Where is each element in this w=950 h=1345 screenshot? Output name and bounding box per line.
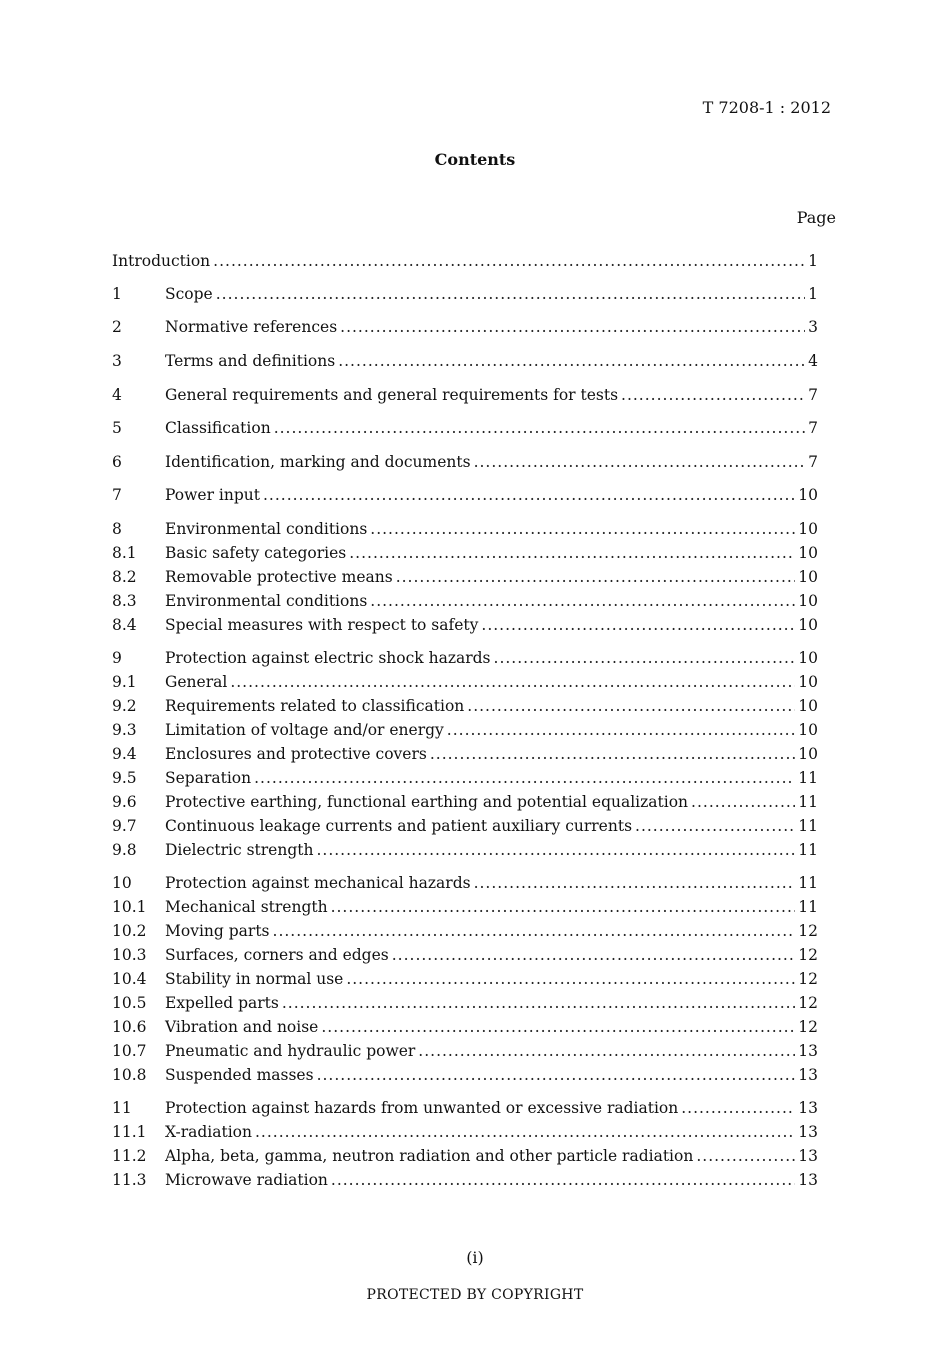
toc-entry-page: 7	[808, 386, 818, 404]
toc-entry-title: Expelled parts	[165, 994, 279, 1012]
toc-entry-title: Pneumatic and hydraulic power	[165, 1042, 416, 1060]
toc-entry-page: 10	[798, 568, 818, 586]
dot-leader	[681, 1096, 795, 1120]
toc-entry-title: General	[165, 673, 228, 691]
dot-leader	[213, 249, 805, 273]
toc-entry-page: 10	[798, 486, 818, 504]
page-column-heading: Page	[796, 208, 836, 227]
toc-entry-number: 11.1	[112, 1123, 147, 1141]
toc-entry-title: Basic safety categories	[165, 544, 347, 562]
toc-entry-page: 4	[808, 352, 818, 370]
toc-entry[interactable]	[112, 694, 818, 718]
toc-entry-number: 10.6	[112, 1018, 147, 1036]
toc-entry-title: General requirements and general requirements for tests	[165, 386, 619, 404]
toc-entry-title: Stability in normal use	[165, 970, 344, 988]
toc-entry[interactable]	[112, 565, 818, 589]
toc-entry-number: 8.1	[112, 544, 137, 562]
dot-leader	[316, 838, 795, 862]
toc-entry-page: 12	[798, 994, 818, 1012]
toc-entry[interactable]	[112, 517, 818, 541]
toc-entry-title: Dielectric strength	[165, 841, 314, 859]
toc-entry-number: 11.2	[112, 1147, 147, 1165]
toc-entry-number: 10.2	[112, 922, 147, 940]
toc-entry-number: 1	[112, 285, 122, 303]
dot-leader	[481, 613, 795, 637]
dot-leader	[317, 1063, 796, 1087]
toc-entry-number: 9.4	[112, 745, 137, 763]
toc-entry-page: 13	[798, 1042, 818, 1060]
toc-entry-number: 8.2	[112, 568, 137, 586]
toc-entry[interactable]	[112, 282, 818, 306]
dot-leader	[273, 919, 796, 943]
toc-entry-page: 10	[798, 697, 818, 715]
toc-entry-title: Surfaces, corners and edges	[165, 946, 389, 964]
dot-leader	[467, 694, 795, 718]
dot-leader	[216, 282, 805, 306]
copyright-notice: PROTECTED BY COPYRIGHT	[366, 1287, 584, 1303]
toc-entry-page: 7	[808, 453, 818, 471]
toc-entry-number: 9	[112, 649, 122, 667]
dot-leader	[418, 1039, 795, 1063]
toc-entry-number: 9.1	[112, 673, 137, 691]
toc-entry-page: 10	[798, 721, 818, 739]
toc-entry-title: Limitation of voltage and/or energy	[165, 721, 444, 739]
dot-leader	[430, 742, 795, 766]
toc-entry-page: 12	[798, 1018, 818, 1036]
toc-entry-title: Separation	[165, 769, 252, 787]
toc-entry-page: 1	[808, 285, 818, 303]
toc-entry-page: 10	[798, 592, 818, 610]
toc-entry-number: 10	[112, 874, 132, 892]
toc-entry[interactable]	[112, 838, 818, 862]
toc-entry[interactable]	[112, 814, 818, 838]
toc-entry-title: Alpha, beta, gamma, neutron radiation and other particle radiation	[165, 1147, 694, 1165]
toc-entry-page: 11	[798, 769, 818, 787]
dot-leader	[474, 871, 796, 895]
toc-entry[interactable]	[112, 1144, 818, 1168]
toc-entry[interactable]	[112, 450, 818, 474]
toc-entry[interactable]	[112, 1096, 818, 1120]
toc-entry-number: 10.7	[112, 1042, 147, 1060]
dot-leader	[392, 943, 796, 967]
toc-entry-number: 8.3	[112, 592, 137, 610]
toc-entry-page: 13	[798, 1123, 818, 1141]
toc-entry-title: Continuous leakage currents and patient auxiliary currents	[165, 817, 633, 835]
toc-entry-page: 10	[798, 673, 818, 691]
toc-entry-page: 7	[808, 419, 818, 437]
toc-entry-title: Environmental conditions	[165, 592, 368, 610]
dot-leader	[349, 541, 795, 565]
toc-entry[interactable]	[112, 742, 818, 766]
toc-entry-page: 13	[798, 1171, 818, 1189]
dot-leader	[255, 1120, 795, 1144]
toc-entry-title: Identification, marking and documents	[165, 453, 471, 471]
page-number: (i)	[466, 1248, 484, 1267]
toc-entry-page: 10	[798, 649, 818, 667]
toc-entry-page: 13	[798, 1066, 818, 1084]
toc-entry-number: 7	[112, 486, 122, 504]
toc-entry-title: Power input	[165, 486, 260, 504]
dot-leader	[331, 1168, 795, 1192]
toc-entry-title: Removable protective means	[165, 568, 393, 586]
dot-leader	[691, 790, 795, 814]
toc-entry-title: Protection against mechanical hazards	[165, 874, 471, 892]
toc-entry-number: 2	[112, 318, 122, 336]
toc-entry[interactable]	[112, 416, 818, 440]
toc-entry[interactable]	[112, 967, 818, 991]
dot-leader	[340, 315, 805, 339]
toc-entry-title: Microwave radiation	[165, 1171, 328, 1189]
toc-entry-number: 10.3	[112, 946, 147, 964]
dot-leader	[696, 1144, 795, 1168]
toc-entry-title: Suspended masses	[165, 1066, 314, 1084]
toc-entry[interactable]	[112, 249, 818, 273]
dot-leader	[474, 450, 806, 474]
toc-entry-title: Protection against electric shock hazards	[165, 649, 491, 667]
toc-entry-title: Environmental conditions	[165, 520, 368, 538]
dot-leader	[621, 383, 805, 407]
toc-entry-title: Scope	[165, 285, 213, 303]
toc-entry-title: Introduction	[112, 252, 211, 270]
toc-entry-title: Mechanical strength	[165, 898, 328, 916]
page-title: Contents	[434, 150, 516, 169]
toc-entry-number: 3	[112, 352, 122, 370]
dot-leader	[282, 991, 795, 1015]
toc-entry-page: 1	[808, 252, 818, 270]
toc-entry[interactable]	[112, 871, 818, 895]
toc-entry-number: 9.6	[112, 793, 137, 811]
dot-leader	[346, 967, 795, 991]
toc-entry[interactable]	[112, 1120, 818, 1144]
toc-entry-page: 11	[798, 841, 818, 859]
toc-entry[interactable]	[112, 1168, 818, 1192]
toc-entry[interactable]	[112, 991, 818, 1015]
toc-entry-page: 12	[798, 946, 818, 964]
dot-leader	[274, 416, 805, 440]
toc-entry-number: 10.4	[112, 970, 147, 988]
toc-entry-number: 9.2	[112, 697, 137, 715]
toc-entry-title: X-radiation	[165, 1123, 252, 1141]
toc-entry[interactable]	[112, 1039, 818, 1063]
toc-entry-number: 11.3	[112, 1171, 147, 1189]
dot-leader	[370, 517, 795, 541]
toc-entry-page: 10	[798, 616, 818, 634]
dot-leader	[331, 895, 796, 919]
toc-entry-title: Protective earthing, functional earthing and potential equalization	[165, 793, 689, 811]
toc-entry[interactable]	[112, 1063, 818, 1087]
toc-entry-page: 11	[798, 817, 818, 835]
document-id: T 7208-1 : 2012	[702, 98, 831, 117]
toc-entry-title: Terms and definitions	[165, 352, 336, 370]
toc-entry-number: 10.8	[112, 1066, 147, 1084]
toc-entry-page: 11	[798, 874, 818, 892]
toc-entry[interactable]	[112, 943, 818, 967]
toc-entry[interactable]	[112, 349, 818, 373]
toc-entry[interactable]	[112, 718, 818, 742]
toc-entry-title: Enclosures and protective covers	[165, 745, 427, 763]
toc-entry[interactable]	[112, 315, 818, 339]
toc-entry-number: 9.3	[112, 721, 137, 739]
toc-entry[interactable]	[112, 541, 818, 565]
toc-entry-title: Protection against hazards from unwanted or excessive radiation	[165, 1099, 679, 1117]
toc-entry-title: Moving parts	[165, 922, 270, 940]
toc-entry-page: 11	[798, 898, 818, 916]
toc-entry-title: Requirements related to classification	[165, 697, 465, 715]
toc-entry[interactable]	[112, 919, 818, 943]
dot-leader	[230, 670, 795, 694]
toc-entry-number: 4	[112, 386, 122, 404]
toc-entry-page: 10	[798, 544, 818, 562]
toc-entry-page: 13	[798, 1147, 818, 1165]
toc-entry-page: 10	[798, 520, 818, 538]
toc-entry[interactable]	[112, 589, 818, 613]
toc-entry-number: 10.1	[112, 898, 147, 916]
toc-entry-number: 10.5	[112, 994, 147, 1012]
toc-entry-number: 9.8	[112, 841, 137, 859]
toc-entry[interactable]	[112, 383, 818, 407]
dot-leader	[254, 766, 795, 790]
toc-entry-page: 3	[808, 318, 818, 336]
toc-entry-number: 8	[112, 520, 122, 538]
toc-entry-title: Normative references	[165, 318, 338, 336]
toc-entry-number: 8.4	[112, 616, 137, 634]
toc-entry-number: 9.5	[112, 769, 137, 787]
dot-leader	[447, 718, 795, 742]
dot-leader	[494, 646, 796, 670]
dot-leader	[263, 483, 795, 507]
toc-entry-page: 12	[798, 922, 818, 940]
dot-leader	[635, 814, 795, 838]
toc-entry-number: 9.7	[112, 817, 137, 835]
dot-leader	[338, 349, 805, 373]
toc-entry-title: Vibration and noise	[165, 1018, 319, 1036]
toc-entry-number: 11	[112, 1099, 132, 1117]
toc-entry[interactable]	[112, 646, 818, 670]
toc-entry[interactable]	[112, 1015, 818, 1039]
dot-leader	[321, 1015, 795, 1039]
toc-entry-number: 6	[112, 453, 122, 471]
toc-entry[interactable]	[112, 790, 818, 814]
toc-entry-page: 12	[798, 970, 818, 988]
toc-entry[interactable]	[112, 613, 818, 637]
toc-entry[interactable]	[112, 483, 818, 507]
toc-entry-title: Special measures with respect to safety	[165, 616, 479, 634]
dot-leader	[396, 565, 796, 589]
toc-entry-title: Classification	[165, 419, 271, 437]
dot-leader	[370, 589, 795, 613]
toc-entry[interactable]	[112, 670, 818, 694]
toc-entry[interactable]	[112, 766, 818, 790]
toc-entry-page: 13	[798, 1099, 818, 1117]
toc-entry[interactable]	[112, 895, 818, 919]
toc-entry-number: 5	[112, 419, 122, 437]
toc-entry-page: 10	[798, 745, 818, 763]
toc-entry-page: 11	[798, 793, 818, 811]
